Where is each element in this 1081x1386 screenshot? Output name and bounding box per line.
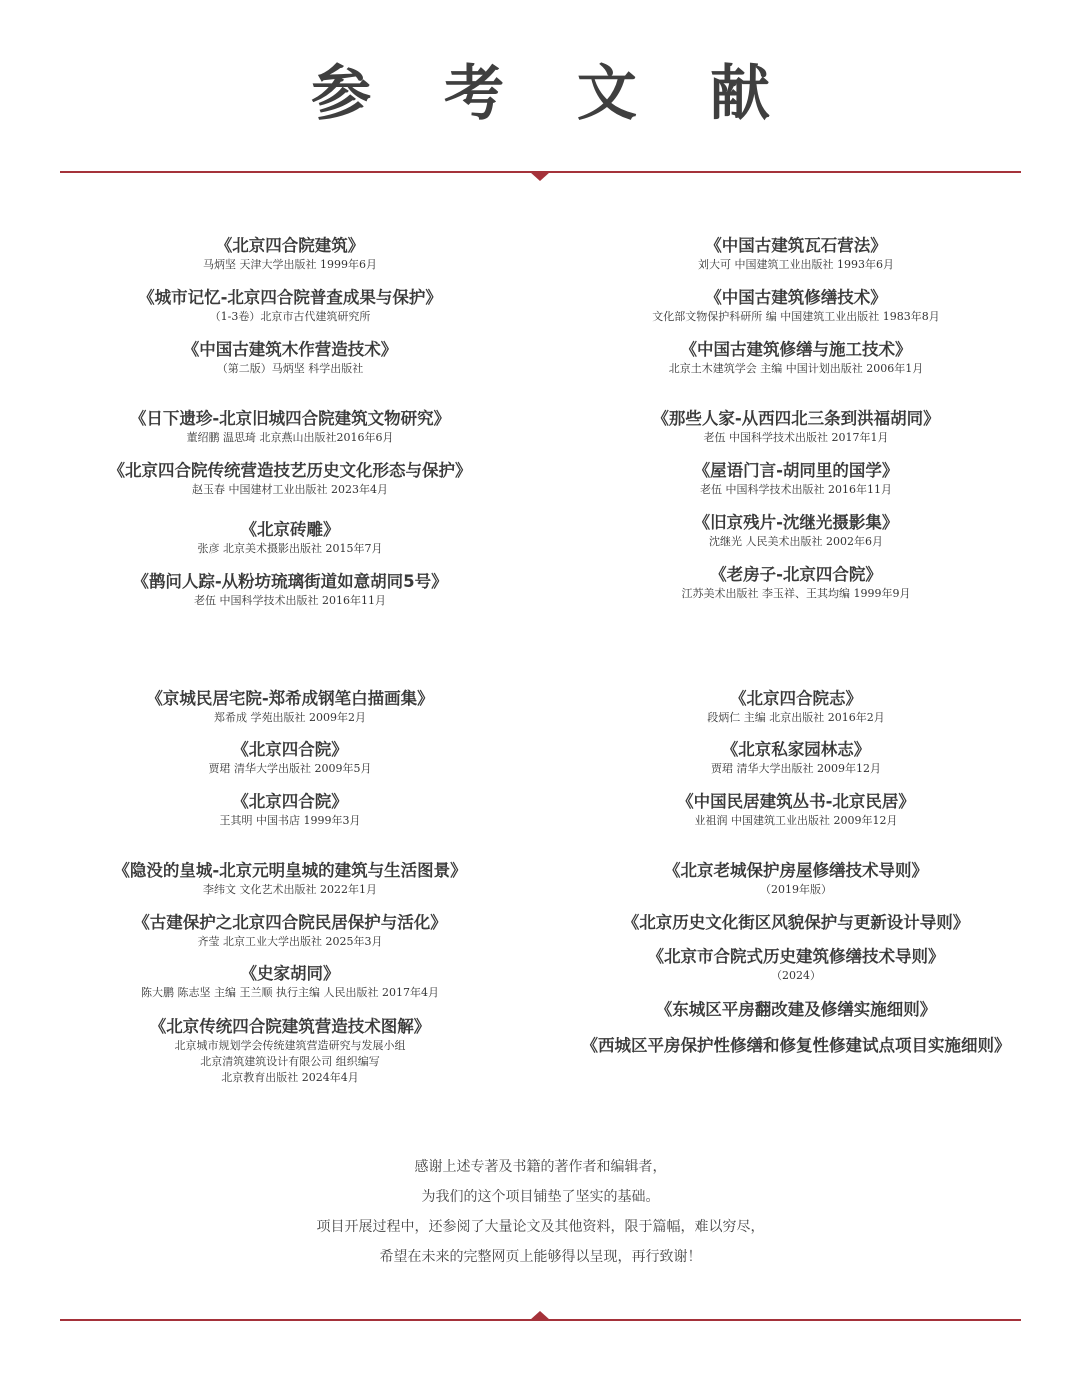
reference-entry <box>20 460 560 498</box>
reference-details: （2019年版） <box>760 883 832 896</box>
reference-details: 陈大鹏 陈志坚 主编 王兰顺 执行主编 人民出版社 2017年4月 <box>141 986 439 999</box>
reference-title: 《东城区平房翻改建及修缮实施细则》 <box>655 1000 937 1019</box>
bottom-divider-marker <box>530 1311 550 1320</box>
reference-entry <box>20 688 560 726</box>
reference-title: 《屋语门言-胡同里的国学》 <box>693 461 899 480</box>
reference-details: 张彦 北京美术摄影出版社 2015年7月 <box>197 542 383 555</box>
reference-title: 《北京私家园林志》 <box>721 740 871 759</box>
reference-entry <box>526 287 1066 325</box>
reference-entry <box>526 235 1066 273</box>
reference-title: 《北京老城保护房屋修缮技术导则》 <box>664 861 928 880</box>
reference-details: 贾珺 清华大学出版社 2009年5月 <box>208 762 372 775</box>
reference-title: 《北京市合院式历史建筑修缮技术导则》 <box>647 947 945 966</box>
reference-details: （第二版）马炳坚 科学出版社 <box>216 362 364 375</box>
reference-details: 刘大可 中国建筑工业出版社 1993年6月 <box>698 258 894 271</box>
reference-details: 老伍 中国科学技术出版社 2016年11月 <box>194 594 386 607</box>
reference-entry <box>526 860 1066 898</box>
reference-details: 赵玉春 中国建材工业出版社 2023年4月 <box>192 483 388 496</box>
reference-details: 郑希成 学苑出版社 2009年2月 <box>214 711 366 724</box>
reference-title: 《史家胡同》 <box>240 964 340 983</box>
reference-entry <box>526 999 1066 1021</box>
reference-title: 《北京四合院建筑》 <box>215 236 365 255</box>
reference-entry <box>526 688 1066 726</box>
reference-entry <box>526 460 1066 498</box>
reference-entry <box>526 946 1066 984</box>
top-divider-marker <box>530 172 550 181</box>
reference-title: 《旧京残片-沈继光摄影集》 <box>693 513 899 532</box>
reference-title: 《北京四合院传统营造技艺历史文化形态与保护》 <box>108 461 472 480</box>
reference-title: 《日下遗珍-北京旧城四合院建筑文物研究》 <box>129 409 451 428</box>
reference-title: 《中国古建筑修缮技术》 <box>705 288 887 307</box>
reference-title: 《西城区平房保护性修缮和修复性修建试点项目实施细则》 <box>581 1036 1011 1055</box>
reference-details: 齐莹 北京工业大学出版社 2025年3月 <box>197 935 383 948</box>
reference-title: 《京城民居宅院-郑希成钢笔白描画集》 <box>146 689 434 708</box>
reference-entry <box>526 739 1066 777</box>
reference-details: 北京城市规划学会传统建筑营造研究与发展小组 <box>174 1039 406 1052</box>
reference-entry <box>20 1016 560 1086</box>
reference-entry <box>20 791 560 829</box>
reference-details: 文化部文物保护科研所 编 中国建筑工业出版社 1983年8月 <box>652 310 940 323</box>
reference-entry <box>20 860 560 898</box>
reference-title: 《城市记忆-北京四合院普查成果与保护》 <box>138 288 442 307</box>
reference-entry <box>526 791 1066 829</box>
reference-entry <box>20 963 560 1001</box>
reference-details: 老伍 中国科学技术出版社 2016年11月 <box>700 483 892 496</box>
reference-entry <box>20 287 560 325</box>
reference-entry <box>20 912 560 950</box>
acknowledgement-line: 为我们的这个项目铺垫了坚实的基础。 <box>421 1189 660 1205</box>
reference-entry <box>526 512 1066 550</box>
reference-details: 北京土木建筑学会 主编 中国计划出版社 2006年1月 <box>668 362 924 375</box>
acknowledgement-line: 项目开展过程中，还参阅了大量论文及其他资料，限于篇幅，难以穷尽， <box>316 1219 765 1235</box>
reference-details: 江苏美术出版社 李玉祥、王其均编 1999年9月 <box>681 587 911 600</box>
reference-entry <box>20 339 560 377</box>
reference-title: 《中国古建筑瓦石营法》 <box>705 236 887 255</box>
reference-details: 李纬文 文化艺术出版社 2022年1月 <box>203 883 377 896</box>
reference-entry <box>526 564 1066 602</box>
reference-title: 《北京传统四合院建筑营造技术图解》 <box>149 1017 431 1036</box>
reference-entry <box>20 519 560 557</box>
reference-details: 董绍鹏 温思琦 北京燕山出版社2016年6月 <box>186 431 394 444</box>
reference-details: （1-3卷）北京市古代建筑研究所 <box>209 310 371 323</box>
reference-details: 老伍 中国科学技术出版社 2017年1月 <box>703 431 889 444</box>
reference-entry <box>20 408 560 446</box>
reference-details: （2024） <box>771 969 821 982</box>
reference-title: 《中国古建筑修缮与施工技术》 <box>680 340 912 359</box>
reference-title: 《鹊问人踪-从粉坊琉璃街道如意胡同5号》 <box>132 572 448 591</box>
reference-entry <box>20 235 560 273</box>
reference-title: 《北京四合院》 <box>232 792 348 811</box>
reference-details: 沈继光 人民美术出版社 2002年6月 <box>709 535 883 548</box>
reference-details: 北京教育出版社 2024年4月 <box>221 1071 359 1084</box>
acknowledgement-line: 感谢上述专著及书籍的著作者和编辑者， <box>414 1159 667 1175</box>
reference-title: 《北京四合院志》 <box>730 689 862 708</box>
reference-title: 《中国民居建筑丛书-北京民居》 <box>677 792 915 811</box>
reference-entry <box>526 339 1066 377</box>
reference-title: 《北京历史文化街区风貌保护与更新设计导则》 <box>622 913 970 932</box>
reference-details: 贾珺 清华大学出版社 2009年12月 <box>711 762 881 775</box>
acknowledgement-line: 希望在未来的完整网页上能够得以呈现，再行致谢！ <box>379 1249 702 1265</box>
reference-entry <box>526 912 1066 934</box>
reference-entry <box>526 1035 1066 1057</box>
reference-title: 《隐没的皇城-北京元明皇城的建筑与生活图景》 <box>113 861 467 880</box>
reference-title: 《北京四合院》 <box>232 740 348 759</box>
acknowledgement <box>0 1152 1081 1272</box>
reference-title: 《那些人家-从西四北三条到洪福胡同》 <box>652 409 940 428</box>
reference-title: 《北京砖雕》 <box>240 520 340 539</box>
reference-details: 业祖润 中国建筑工业出版社 2009年12月 <box>694 814 898 827</box>
reference-entry <box>20 571 560 609</box>
reference-title: 《老房子-北京四合院》 <box>710 565 882 584</box>
reference-title: 《古建保护之北京四合院民居保护与活化》 <box>133 913 447 932</box>
reference-details: 北京清筑建筑设计有限公司 组织编写 <box>200 1055 380 1068</box>
reference-details: 马炳坚 天津大学出版社 1999年6月 <box>203 258 377 271</box>
reference-details: 王其明 中国书店 1999年3月 <box>219 814 361 827</box>
reference-entry <box>20 739 560 777</box>
reference-title: 《中国古建筑木作营造技术》 <box>182 340 398 359</box>
reference-details: 段炳仁 主编 北京出版社 2016年2月 <box>707 711 885 724</box>
reference-entry <box>526 408 1066 446</box>
page-title: 参 考 文 献 <box>311 59 796 129</box>
